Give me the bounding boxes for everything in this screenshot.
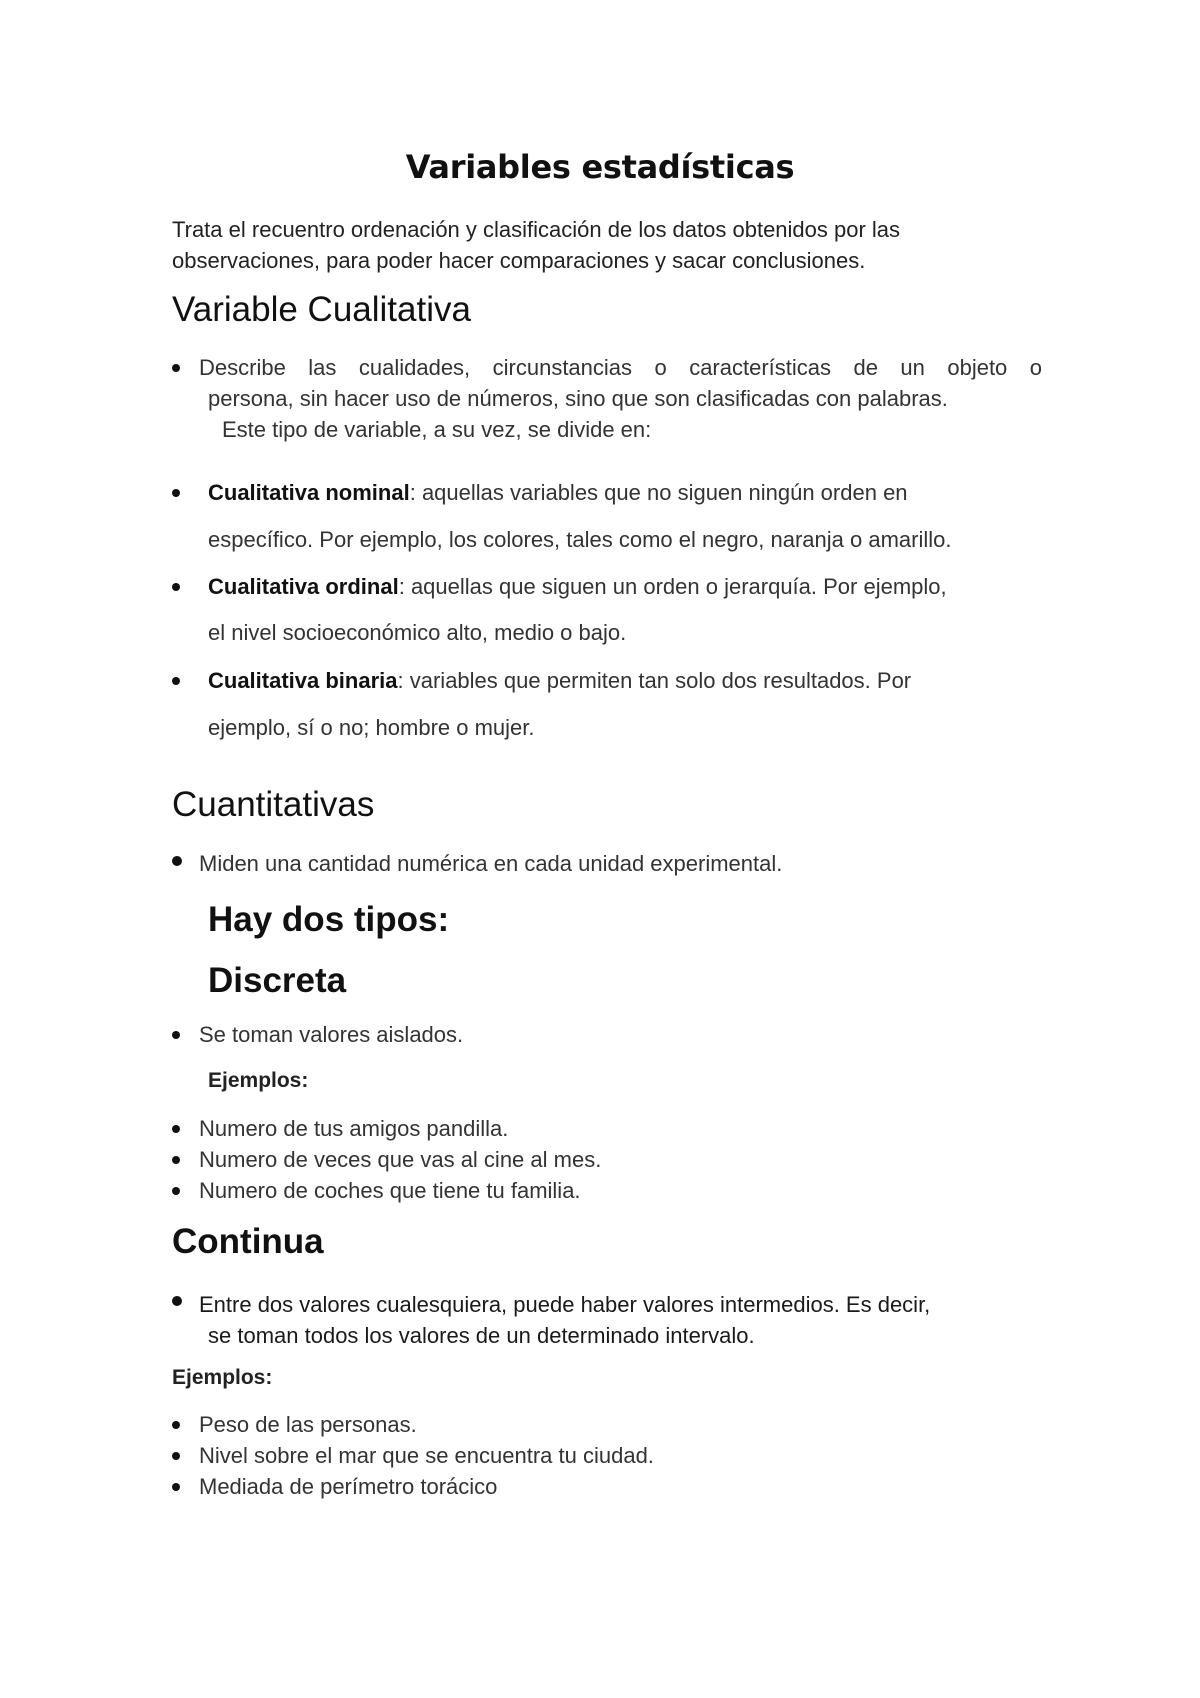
heading-cuantitativas: Cuantitativas [172,785,375,824]
list-item-continua-desc [172,1289,1042,1354]
discreta-example-text: Numero de tus amigos pandilla. [199,1116,509,1141]
list-item-discreta-example [172,1145,1042,1175]
list-item-cualitativa-nominal [172,478,1042,558]
bullet-icon [172,583,180,591]
bullet-icon [172,856,182,866]
intro-line-2: observaciones, para poder hacer comparaciones y sacar conclusiones. [172,248,866,273]
continua-examples-label: Ejemplos: [172,1366,273,1389]
continua-desc-line-1: Entre dos valores cualesquiera, puede haber valores intermedios. Es decir, [199,1292,931,1317]
discreta-example-text: Numero de coches que tiene tu familia. [199,1178,581,1203]
bullet-icon [172,1125,180,1133]
list-item-discreta-example [172,1114,1042,1144]
bullet-icon [172,677,180,685]
ordinal-rest: : aquellas que siguen un orden o jerarquía. Por ejemplo, [398,574,947,599]
document-title: Variables estadísticas [405,148,795,186]
cualitativa-desc-line-2: persona, sin hacer uso de números, sino que son clasificadas con palabras. [208,386,948,411]
list-item-continua-example [172,1410,1042,1440]
continua-example-text: Mediada de perímetro torácico [199,1474,498,1499]
discreta-examples-label: Ejemplos: [208,1069,309,1092]
list-item-continua-example [172,1441,1042,1471]
continua-example-text: Nivel sobre el mar que se encuentra tu ciudad. [199,1443,654,1468]
cualitativa-desc-line-1: Describe las cualidades, circunstancias o características de un objeto o [199,355,1042,380]
continua-example-text: Peso de las personas. [199,1412,417,1437]
bullet-icon [172,364,180,372]
heading-hay-dos-tipos: Hay dos tipos: [208,900,450,939]
intro-line-1: Trata el recuentro ordenación y clasificación de los datos obtenidos por las [172,217,901,242]
nominal-line-2: específico. Por ejemplo, los colores, tales como el negro, naranja o amarillo. [208,527,952,552]
continua-desc-line-2: se toman todos los valores de un determinado intervalo. [208,1323,755,1348]
list-item-cualitativa-binaria [172,666,1042,746]
bullet-icon [172,1421,180,1429]
list-item-cuantitativas-desc [172,849,1042,881]
discreta-example-text: Numero de veces que vas al cine al mes. [199,1147,602,1172]
cuantitativas-desc: Miden una cantidad numérica en cada unidad experimental. [199,851,783,876]
bullet-icon [172,489,180,497]
list-item-cualitativa-ordinal [172,572,1042,652]
bullet-icon [172,1156,180,1164]
list-item-cualitativa-desc [172,352,1042,447]
ordinal-line-2: el nivel socioeconómico alto, medio o bajo. [208,620,627,645]
heading-discreta: Discreta [208,961,347,1000]
intro-paragraph [172,214,1052,276]
term-cualitativa-ordinal: Cualitativa ordinal [208,574,399,599]
bullet-icon [172,1031,180,1039]
list-item-discreta-desc [172,1020,1042,1052]
list-item-discreta-example [172,1176,1042,1206]
discreta-desc: Se toman valores aislados. [199,1022,464,1047]
cualitativa-desc-line-3: Este tipo de variable, a su vez, se divide en: [222,417,652,442]
term-cualitativa-nominal: Cualitativa nominal [208,480,410,505]
bullet-icon [172,1483,180,1491]
bullet-icon [172,1452,180,1460]
bullet-icon [172,1296,182,1306]
bullet-icon [172,1187,180,1195]
binaria-rest: : variables que permiten tan solo dos resultados. Por [397,668,912,693]
list-item-continua-example [172,1472,1042,1502]
heading-cualitativa: Variable Cualitativa [172,290,471,329]
nominal-rest: : aquellas variables que no siguen ningún orden en [409,480,908,505]
term-cualitativa-binaria: Cualitativa binaria [208,668,398,693]
heading-continua: Continua [172,1222,324,1261]
binaria-line-2: ejemplo, sí o no; hombre o mujer. [208,715,535,740]
